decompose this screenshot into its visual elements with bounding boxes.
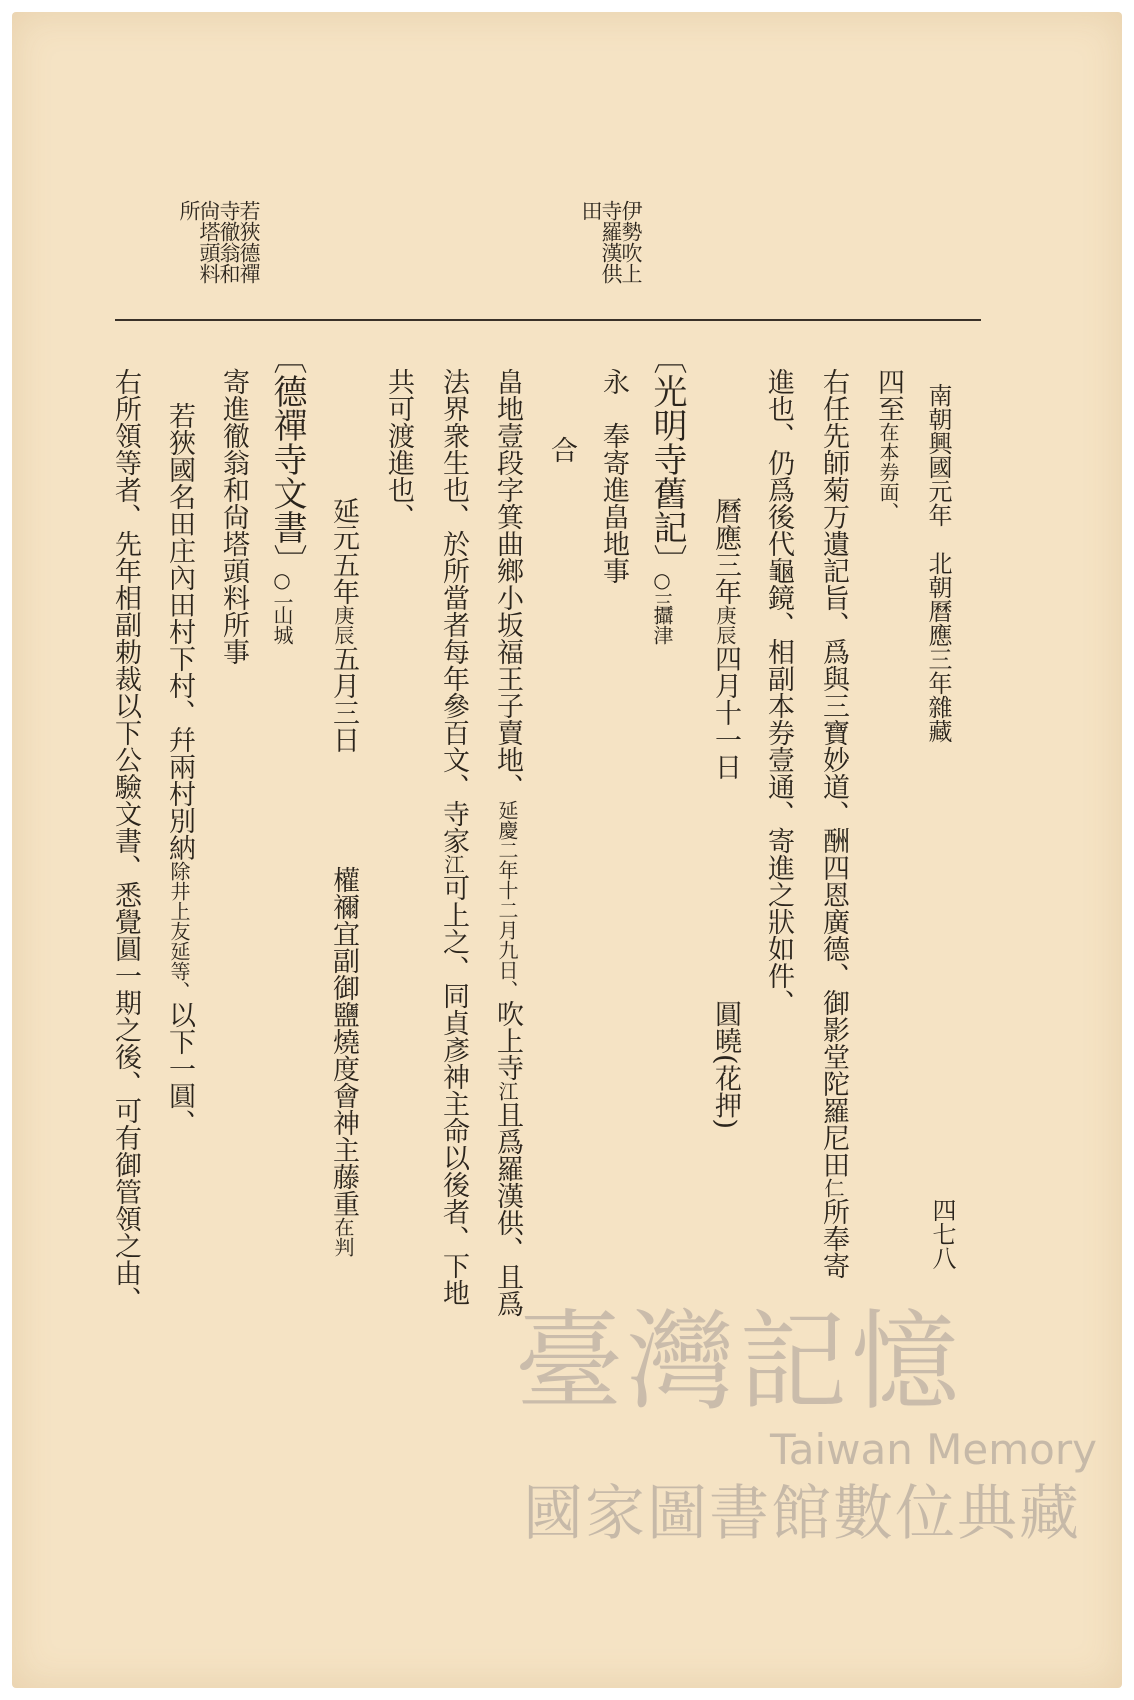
date-column: 延元五年庚辰五月三日 bbox=[328, 497, 359, 753]
date-column: 曆應三年庚辰四月十一日 bbox=[710, 497, 741, 780]
header-rule bbox=[115, 319, 981, 321]
top-label: 所 bbox=[177, 200, 201, 221]
source-location: 山城 bbox=[270, 605, 294, 645]
text-column: 四至在本券面、 bbox=[873, 368, 904, 522]
text-column: 右所領等者、先年相副勅裁以下公驗文書、悉覺圓一期之後、可有御管領之由、 bbox=[110, 368, 141, 1313]
text-column: 永 奉寄進畠地事 bbox=[598, 368, 629, 584]
top-label: 伊勢吹上 bbox=[619, 200, 643, 284]
top-label: 若狹德禪 bbox=[237, 200, 261, 284]
text-column: 若狹國名田庄內田村下村、幷兩村別納除井上友延等、以下一圓、 bbox=[164, 402, 195, 1136]
page-number: 四七八 bbox=[928, 1198, 956, 1270]
text-column: 進也、仍爲後代龜鏡、相副本券壹通、寄進之狀如件、 bbox=[763, 368, 794, 1016]
watermark-calligraphy: 臺灣記憶 bbox=[515, 1300, 964, 1425]
text-column: 寄進徹翁和尙塔頭料所事 bbox=[218, 368, 249, 665]
source-number: ○三 bbox=[650, 568, 674, 612]
source-location: 攝津 bbox=[650, 605, 674, 645]
text-column: 法界衆生也、於所當者每年參百文、寺家江可上之、同貞彥神主命以後者、下地 bbox=[438, 368, 469, 1306]
text-column: 右任先師菊万遺記旨、爲與三寶妙道、酬四恩廣德、御影堂陀羅尼田仁所奉寄 bbox=[818, 368, 849, 1279]
running-title: 南朝興國元年 北朝曆應三年雜藏 bbox=[924, 383, 952, 743]
source-number: ○一 bbox=[270, 568, 294, 612]
watermark-english: Taiwan Memory bbox=[770, 1425, 1097, 1474]
source-heading: 〔德禪寺文書〕 bbox=[267, 340, 307, 578]
watermark-library: 國家圖書館數位典藏 bbox=[523, 1479, 1081, 1549]
top-label: 尙塔頭料 bbox=[197, 200, 221, 284]
text-column: 合 bbox=[546, 436, 577, 463]
text-column: 畠地壹段字箕曲鄉小坂福王子賣地、延慶二年十二月九日、吹上寺江且爲羅漢供、且爲 bbox=[492, 368, 523, 1317]
source-heading: 〔光明寺舊記〕 bbox=[647, 340, 687, 578]
signatory: 權禰宜副御鹽燒度會神主藤重在判 bbox=[328, 866, 359, 1257]
top-label: 寺羅漢供 bbox=[599, 200, 623, 284]
text-column: 共可渡進也、 bbox=[383, 368, 414, 530]
signature: 圓曉(花押) bbox=[710, 1000, 741, 1130]
top-label: 寺徹翁和 bbox=[217, 200, 241, 284]
top-label: 田 bbox=[579, 200, 603, 221]
